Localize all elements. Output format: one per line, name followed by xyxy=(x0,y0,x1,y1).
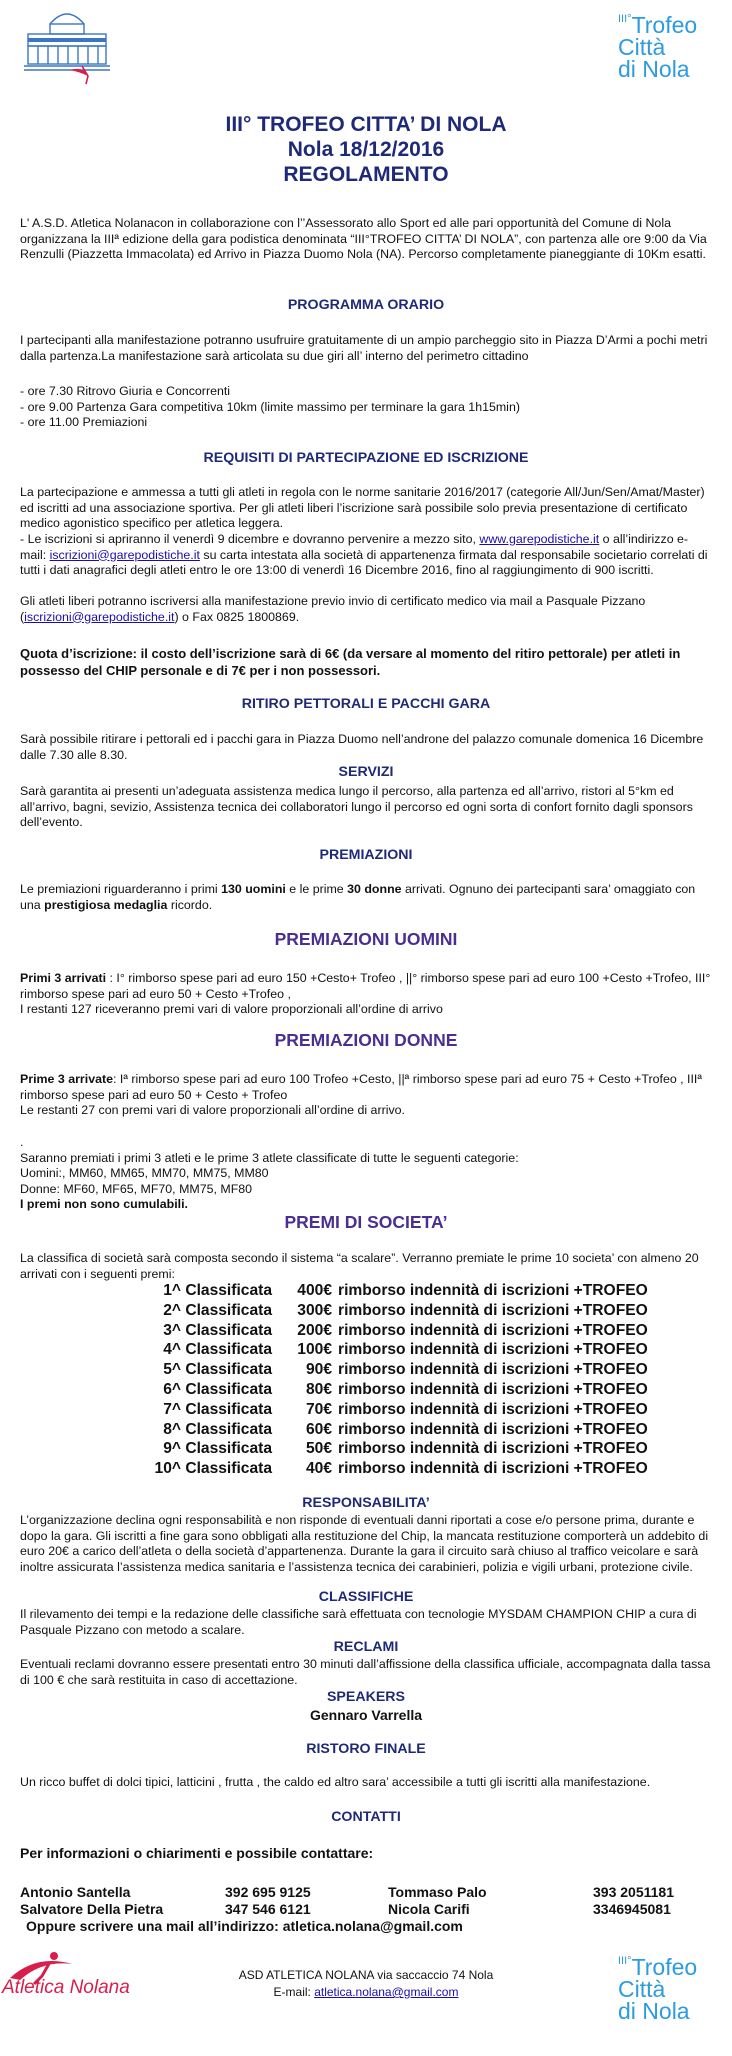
societa-heading: PREMI DI SOCIETA’ xyxy=(284,1212,448,1232)
prize-description: rimborso indennità di iscrizioni +TROFEO xyxy=(338,1380,648,1398)
prize-row xyxy=(120,1459,648,1479)
programma-list xyxy=(20,384,712,431)
iscrizioni-email-link-2[interactable]: iscrizioni@garepodistiche.it xyxy=(24,609,175,624)
title-line-2: Nola 18/12/2016 xyxy=(287,138,445,161)
contact-name: Nicola Carifi xyxy=(388,1901,470,1917)
logo-line2: Città xyxy=(618,34,666,60)
ristoro-text: Un ricco buffet di dolci tipici, latticini , frutta , the caldo ed altro sara’ accessibile a tutti gli iscritti alla manifestazione. xyxy=(20,1775,651,1789)
requisiti-heading: REQUISITI DI PARTECIPAZIONE ED ISCRIZIONE xyxy=(203,450,529,466)
categorie-intro: Saranno premiati i primi 3 atleti e le prime 3 atlete classificate di tutte le seguenti categorie: xyxy=(20,1150,519,1165)
categorie-dot: . xyxy=(20,1135,24,1149)
categorie-note: I premi non sono cumulabili. xyxy=(20,1197,188,1211)
requisiti-p3a: Gli atleti liberi potranno iscriversi alla manifestazione previo invio di certificato medico via mail a Pasquale Pizzano ( xyxy=(20,594,646,624)
contact-phone: 392 695 9125 xyxy=(225,1884,311,1900)
categorie-donne: Donne: MF60, MF65, MF70, MM75, MF80 xyxy=(20,1181,253,1196)
prize-row xyxy=(120,1340,648,1360)
speakers-heading: SPEAKERS xyxy=(326,1689,406,1705)
title-line-3: REGOLAMENTO xyxy=(283,163,449,186)
prize-position: 2^ Classificata xyxy=(163,1301,272,1319)
prize-description: rimborso indennità di iscrizioni +TROFEO xyxy=(338,1282,648,1299)
prize-description: rimborso indennità di iscrizioni +TROFEO xyxy=(338,1341,648,1359)
prize-description: rimborso indennità di iscrizioni +TROFEO xyxy=(338,1361,648,1379)
prize-amount: 100€ xyxy=(297,1341,332,1359)
premiazioni-b3: prestigiosa medaglia xyxy=(44,897,168,912)
prize-position: 3^ Classificata xyxy=(163,1321,272,1339)
footer-brand: Atletica Nolana xyxy=(2,1977,130,1998)
footer-email-label: E-mail: xyxy=(273,1985,315,1999)
prize-position: 4^ Classificata xyxy=(163,1341,272,1359)
prize-position: 5^ Classificata xyxy=(163,1361,272,1379)
town-hall-logo xyxy=(20,4,114,86)
uomini-line2: I restanti 127 riceveranno premi vari di valore proporzionali all’ordine di arrivo xyxy=(20,1002,443,1016)
logo-line1: Trofeo xyxy=(631,1954,698,1980)
classifiche-heading: CLASSIFICHE xyxy=(318,1589,414,1605)
prize-amount: 400€ xyxy=(297,1282,332,1299)
prize-row xyxy=(120,1400,648,1420)
prize-position: 6^ Classificata xyxy=(163,1380,272,1398)
ritiro-text: Sarà possibile ritirare i pettorali ed i pacchi gara in Piazza Duomo nell’androne del palazzo comunale domenica 16 Dicembre dalle 7.30 alle 8.30. xyxy=(20,732,704,762)
contact-phone: 3346945081 xyxy=(593,1901,671,1917)
title-line-1: III° TROFEO CITTA’ DI NOLA xyxy=(225,113,507,136)
uomini-text xyxy=(20,971,712,1002)
contatti-table xyxy=(20,1884,712,1935)
prize-amount: 40€ xyxy=(305,1460,332,1478)
logo-line1: Trofeo xyxy=(631,12,698,38)
footer-email-link[interactable]: atletica.nolana@gmail.com xyxy=(314,1985,459,1999)
list-item: - ore 7.30 Ritrovo Giuria e Concorrenti xyxy=(20,384,231,398)
prize-amount: 200€ xyxy=(297,1321,332,1339)
prize-position: 8^ Classificata xyxy=(163,1420,272,1438)
prize-position: 1^ Classificata xyxy=(163,1282,272,1299)
list-item: - ore 11.00 Premiazioni xyxy=(20,415,148,429)
ristoro-heading: RISTORO FINALE xyxy=(306,1741,426,1757)
prize-amount: 90€ xyxy=(305,1361,332,1379)
prize-position: 10^ Classificata xyxy=(154,1460,272,1478)
servizi-heading: SERVIZI xyxy=(338,764,394,780)
contact-phone: 393 2051181 xyxy=(593,1884,674,1900)
prize-row xyxy=(120,1301,648,1321)
prize-row xyxy=(120,1321,648,1341)
logo-line2: Città xyxy=(618,1976,666,2002)
societa-prize-table xyxy=(120,1281,648,1479)
premiazioni-b2: 30 donne xyxy=(347,882,402,896)
uomini-lead: Primi 3 arrivati xyxy=(20,971,107,985)
contact-email-line: Oppure scrivere una mail all’indirizzo: atletica.nolana@gmail.com xyxy=(26,1918,463,1934)
requisiti-p2b: o all’indirizzo e-mail: xyxy=(20,532,689,562)
premiazioni-t4: ricordo. xyxy=(167,897,213,912)
prize-description: rimborso indennità di iscrizioni +TROFEO xyxy=(338,1301,648,1319)
prize-position: 9^ Classificata xyxy=(163,1440,272,1458)
responsabilita-heading: RESPONSABILITA’ xyxy=(302,1495,430,1511)
classifiche-text: Il rilevamento dei tempi e la redazione delle classifiche sarà effettuata con tecnologie MYSDAM CHAMPION CHIP a cura di Pasquale Pizzano con metodo a scalare. xyxy=(20,1607,697,1637)
ritiro-heading: RITIRO PETTORALI E PACCHI GARA xyxy=(241,696,491,712)
iscrizioni-email-link[interactable]: iscrizioni@garepodistiche.it xyxy=(49,547,200,562)
footer-address: ASD ATLETICA NOLANA via saccaccio 74 Nola xyxy=(238,1968,494,1982)
contact-name: Antonio Santella xyxy=(20,1884,131,1900)
contact-name: Salvatore Della Pietra xyxy=(20,1901,164,1917)
logo-sup: III° xyxy=(618,13,632,25)
requisiti-p3 xyxy=(20,594,712,625)
prize-position: 7^ Classificata xyxy=(163,1400,272,1418)
donne-text xyxy=(20,1072,712,1103)
prize-row xyxy=(120,1360,648,1380)
prize-description: rimborso indennità di iscrizioni +TROFEO xyxy=(338,1400,648,1418)
prize-row xyxy=(120,1420,648,1440)
trofeo-logo-top xyxy=(618,14,718,80)
uomini-body: : I° rimborso spese pari ad euro 150 +Cesto+ Trofeo , ||° rimborso spese pari ad euro 100 +Cesto +Trofeo, III° rimborso spese pari ad euro 50 + Cesto +Trofeo , xyxy=(20,971,711,1001)
responsabilita-text: L’organizzazione declina ogni responsabilità e non risponde di eventuali danni riportati a cose e/o persone prima, durante e dopo la gara. Gli iscritti a fine gara sono obbligati alla restituzione del Chip, la mancata restituzione comporterà un addebito di euro 20€ a carico dell’atleta o della società d’appartenenza. Durante la gara il circuito sarà chiuso al traffico veicolare e sarà inoltre assicurata l’assistenza medica sanitaria e l’assistenza tecnica dei carabinieri, polizia e vigili urbani, protezione civile. xyxy=(20,1513,709,1574)
reclami-text: Eventuali reclami dovranno essere presentati entro 30 minuti dall’affissione della classifica ufficiale, accompagnata dalla tassa di 100 € che sarà restituita in caso di accettazione. xyxy=(20,1657,711,1687)
trofeo-logo-bottom xyxy=(618,1956,718,2022)
categorie-block xyxy=(20,1135,712,1213)
prize-amount: 60€ xyxy=(305,1420,332,1438)
prize-description: rimborso indennità di iscrizioni +TROFEO xyxy=(338,1460,648,1478)
contatti-heading: CONTATTI xyxy=(331,1809,401,1825)
programma-heading: PROGRAMMA ORARIO xyxy=(287,297,445,313)
page-title xyxy=(0,112,732,187)
logo-sup: III° xyxy=(618,1955,632,1967)
premiazioni-t3: arrivati. Ognuno dei partecipanti sara’ omaggiato con una xyxy=(20,882,696,912)
premiazioni-t1: Le premiazioni riguarderanno i primi xyxy=(20,882,222,896)
contatti-lead: Per informazioni o chiarimenti e possibile contattare: xyxy=(20,1845,374,1861)
logo-line3: di Nola xyxy=(618,56,690,82)
categorie-uomini: Uomini:, MM60, MM65, MM70, MM75, MM80 xyxy=(20,1166,269,1180)
requisiti-p2c: su carta intestata alla società di appartenenza firmata dal responsabile societario correlati di tutti i dati anagrafici degli atleti entro le ore 13:00 di venerdì 16 Dicembre 2016, fino al raggiungimento di 900 iscritti. xyxy=(20,547,708,577)
uomini-heading: PREMIAZIONI UOMINI xyxy=(274,929,458,949)
donne-heading: PREMIAZIONI DONNE xyxy=(274,1030,458,1050)
site-link[interactable]: www.garepodistiche.it xyxy=(479,532,600,546)
prize-description: rimborso indennità di iscrizioni +TROFEO xyxy=(338,1321,648,1339)
societa-text: La classifica di società sarà composta secondo il sistema “a scalare”. Verranno premiate le prime 10 societa’ con almeno 20 arrivati con i seguenti premi: xyxy=(20,1251,699,1281)
prize-row xyxy=(120,1439,648,1459)
requisiti-p2 xyxy=(20,532,712,579)
premiazioni-b1: 130 uomini xyxy=(221,882,286,896)
prize-amount: 80€ xyxy=(305,1380,332,1398)
prize-amount: 300€ xyxy=(297,1301,332,1319)
contact-row xyxy=(20,1901,712,1918)
donne-lead: Prime 3 arrivate xyxy=(20,1072,113,1086)
reclami-heading: RECLAMI xyxy=(333,1639,399,1655)
contact-name: Tommaso Palo xyxy=(388,1884,487,1900)
prize-description: rimborso indennità di iscrizioni +TROFEO xyxy=(338,1440,648,1458)
requisiti-p2a: - Le iscrizioni si apriranno il venerdì 9 dicembre e dovranno pervenire a mezzo sito, xyxy=(20,532,480,546)
contact-phone: 347 546 6121 xyxy=(225,1901,311,1917)
prize-row xyxy=(120,1281,648,1301)
quota-paragraph: Quota d’iscrizione: il costo dell’iscrizione sarà di 6€ (da versare al momento del ritiro pettorale) per atleti in possesso del CHIP personale e di 7€ per i non possessori. xyxy=(20,646,681,678)
requisiti-p1: La partecipazione e ammessa a tutti gli atleti in regola con le norme sanitarie 2016/2017 (categorie All/Jun/Sen/Amat/Master) ed iscritti ad una associazione sportiva. Per gli atleti liberi l’iscrizione sarà possibile solo previa presentazione di certificato medico agonistico specifico per atletica leggera. xyxy=(20,485,705,530)
donne-body: : Iª rimborso spese pari ad euro 100 Trofeo +Cesto, ||ª rimborso spese pari ad euro 75 + Cesto +Trofeo , IIIª rimborso spese pari ad euro 50 + Cesto + Trofeo xyxy=(20,1072,702,1102)
speaker-name: Gennaro Varrella xyxy=(309,1707,423,1723)
servizi-text: Sarà garantita ai presenti un’adeguata assistenza medica lungo il percorso, alla partenza ed all’arrivo, ristori al 5°km ed all’arrivo, bagni, sevizio, Assistenza tecnica dei collaboratori lungo il percorso ed ogni sorta di confort fornito dagli sponsors dell’evento. xyxy=(20,784,693,829)
premiazioni-text xyxy=(20,882,712,913)
list-item: - ore 9.00 Partenza Gara competitiva 10km (limite massimo per terminare la gara 1h15min) xyxy=(20,399,520,414)
prize-amount: 70€ xyxy=(305,1400,332,1418)
donne-line2: Le restanti 27 con premi vari di valore proporzionali all’ordine di arrivo. xyxy=(20,1103,405,1117)
intro-paragraph: L' A.S.D. Atletica Nolanacon in collaborazione con l’’Assessorato allo Sport ed alle pari opportunità del Comune di Nola organizzana la IIIª edizione della gara podistica denominata “III°TROFEO CITTA’ DI NOLA”, con partenza alle ore 9:00 da Via Renzulli (Piazzetta Immacolata) ed Arrivo in Piazza Duomo Nola (NA). Percorso completamente pianeggiante di 10Km esatti. xyxy=(20,216,707,261)
programma-text: I partecipanti alla manifestazione potranno usufruire gratuitamente di un ampio parcheggio sito in Piazza D’Armi a pochi metri dalla partenza.La manifestazione sarà articolata su due giri all’ interno del perimetro cittadino xyxy=(20,333,708,363)
logo-line3: di Nola xyxy=(618,1998,690,2024)
requisiti-p3b: ) o Fax 0825 1800869. xyxy=(174,609,300,624)
premiazioni-heading: PREMIAZIONI xyxy=(319,847,413,863)
prize-description: rimborso indennità di iscrizioni +TROFEO xyxy=(338,1420,648,1438)
contact-row xyxy=(20,1884,712,1901)
prize-amount: 50€ xyxy=(305,1440,332,1458)
premiazioni-t2: e le prime xyxy=(285,882,348,896)
prize-row xyxy=(120,1380,648,1400)
